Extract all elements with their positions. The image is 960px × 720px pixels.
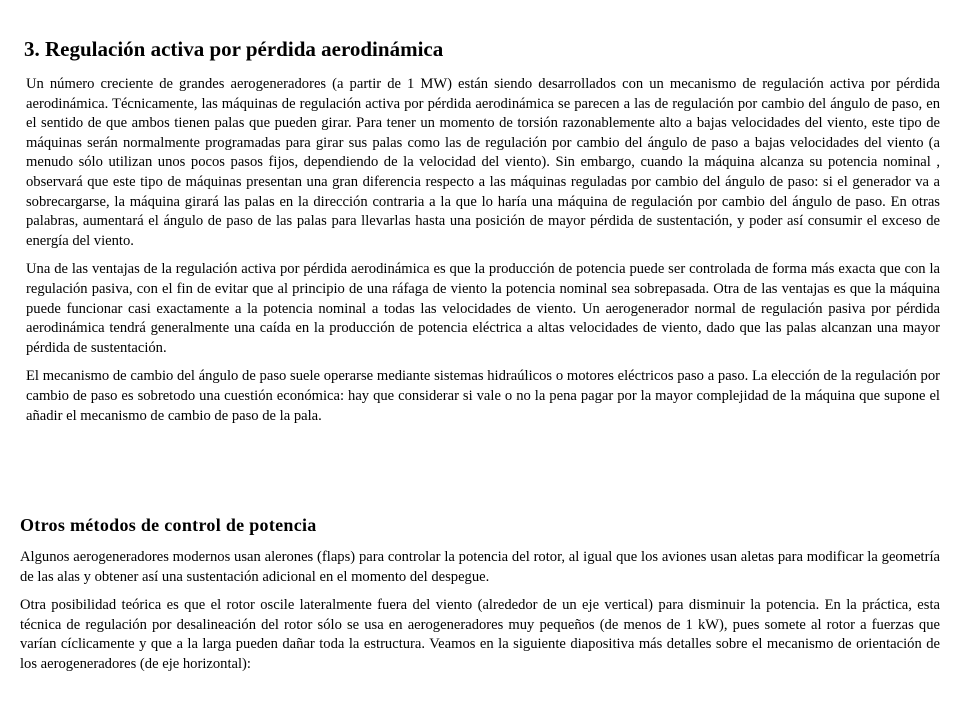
paragraph: Un número creciente de grandes aerogeneradores (a partir de 1 MW) están siendo desarrollados con un mecanismo de regulación activa por pérdida aerodinámica. Técnicamente, las máquinas de regulación activa por pérdida aerodinámica se parecen a las de regulación por cambio del ángulo de paso, en el sentido de que ambos tienen palas que pueden girar. Para tener un momento de torsión razonablemente alto a bajas velocidades del viento, este tipo de máquinas serán normalmente programadas para girar sus palas como las de regulación por cambio del ángulo de paso a bajas velocidades del viento (a menudo sólo utilizan unos pocos pasos fijos, dependiendo de la velocidad del viento). Sin embargo, cuando la máquina alcanza su potencia nominal , observará que este tipo de máquinas presentan una gran diferencia respecto a las máquinas reguladas por cambio del ángulo de paso: si el generador va a sobrecargarse, la máquina girará las palas en la dirección contraria a la que lo haría una máquina de regulación por cambio del ángulo de paso. En otras palabras, aumentará el ángulo de paso de las palas para llevarlas hasta una posición de mayor pérdida de sustentación, y poder así consumir el exceso de energía del viento. — [26, 76, 940, 249]
section-heading: Otros métodos de control de potencia — [20, 515, 317, 535]
paragraph: El mecanismo de cambio del ángulo de paso suele operarse mediante sistemas hidraúlicos o motores eléctricos paso a paso. La elección de la regulación por cambio de paso es sobretodo una cuestión económica: hay que considerar si vale o no la pena pagar por la mayor complejidad de la máquina que supone el añadir el mecanismo de cambio de paso de la pala. — [26, 368, 940, 424]
paragraph: Otra posibilidad teórica es que el rotor oscile lateralmente fuera del viento (alrededor de un eje vertical) para disminuir la potencia. En la práctica, esta técnica de regulación por desalineación del rotor sólo se usa en aerogeneradores muy pequeños (de menos de 1 kW), pues somete al rotor a fuerzas que varían cíclicamente y que a la larga pueden dañar toda la estructura. Veamos en la siguiente diapositiva más detalles sobre el mecanismo de orientación de los aerogeneradores (de eje horizontal): — [20, 597, 940, 672]
paragraph: Algunos aerogeneradores modernos usan alerones (flaps) para controlar la potencia del rotor, al igual que los aviones usan aletas para modificar la geometría de las alas y obtener así una sustentación adicional en el momento del despegue. — [20, 549, 940, 585]
paragraph: Una de las ventajas de la regulación activa por pérdida aerodinámica es que la producción de potencia puede ser controlada de forma más exacta que con la regulación pasiva, con el fin de evitar que al principio de una ráfaga de viento la potencia nominal sea sobrepasada. Otra de las ventajas es que la máquina puede funcionar casi exactamente a la potencia nominal a todas las velocidades de viento. Un aerogenerador normal de regulación pasiva por pérdida aerodinámica tendrá generalmente una caída en la producción de potencia eléctrica a altas velocidades de viento, dado que las palas alcanzan una mayor pérdida de sustentación. — [26, 261, 940, 356]
active-stall-section — [24, 36, 940, 435]
section-title: 3. Regulación activa por pérdida aerodinámica — [24, 37, 444, 61]
other-methods-section — [20, 514, 940, 684]
